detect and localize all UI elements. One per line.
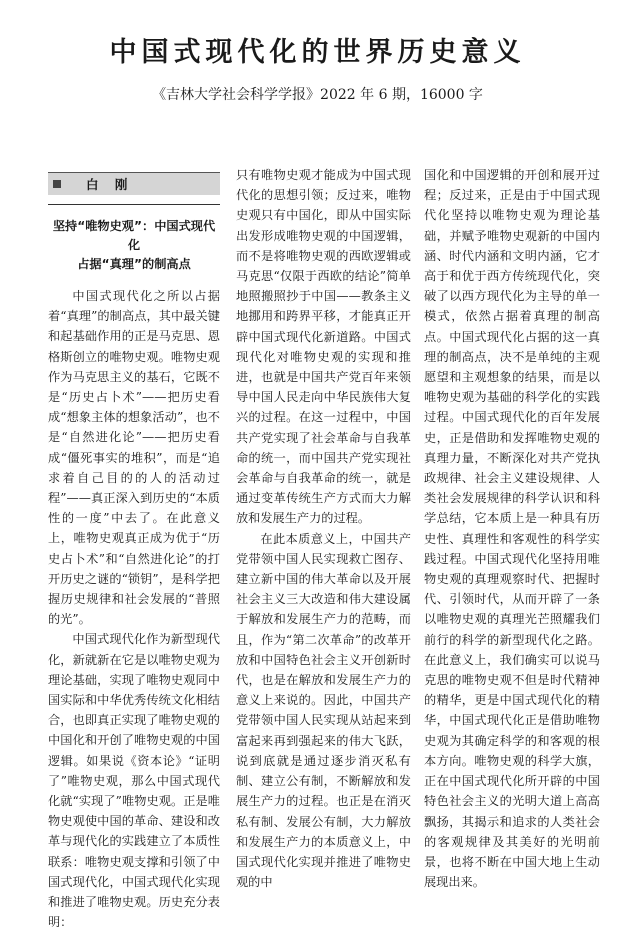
paragraph: 中国式现代化之所以占据着“真理”的制高点，其中最关键和起基础作用的正是马克思、恩格斯创立的唯物史观。唯物史观作为马克思主义的基石，它既不是“历史占卜术”——把历史看成“想象主体的想象活动”，也不是“自然进化论”——把历史看成“僵死事实的堆积”，而是“追求着自己目的的人的活动过程”——真正深入到历史的“本质性的一度”中去了。在此意义上，唯物史观真正成为优于“历史占卜术”和“自然进化论”的打开历史之谜的“锁钥”，是科学把握历史规律和社会发展的“普照的光”。 <box>48 289 220 627</box>
paragraph: 国化和中国逻辑的开创和展开过程；反过来，正是由于中国式现代化坚持以唯物史观为理论基础，并赋予唯物史观新的中国内涵、时代内涵和文明内涵，它才高于和优于西方传统现代化，突破了以西方现代化为主导的单一模式，依然占据着真理的制高点。中国式现代化占据的这一真理的制高点，决不是单纯的主观愿望和主观想象的结果，而是以唯物史观为基础的科学化的实践过程。中国式现代化的百年发展史，正是借助和发挥唯物史观的真理力量，不断深化对共产党执政规律、社会主义建设规律、人类社会发展规律的科学认识和科学总结，它本质上是一种具有历史性、真理性和客观性的科学实践过程。中国式现代化坚持用唯物史观的真理观察时代、把握时代、引领时代，从而开辟了一条以唯物史观的真理光芒照耀我们前行的科学的新型现代化之路。在此意义上，我们确实可以说马克思的唯物史观不但是时代精神的精华，更是中国式现代化的精华，中国式现代化正是借助唯物史观为其确定科学的和客观的根本方向。唯物史观的科学大旗，正在中国式现代化所开辟的中国特色社会主义的光明大道上高高飘扬，其揭示和追求的人类社会的客观规律及其美好的光明前景，也将不断在中国大地上生动展现出来。 <box>424 168 600 890</box>
section-heading <box>48 217 220 274</box>
section-heading-line-1: 坚持“唯物史观”：中国式现代化 <box>52 219 216 252</box>
column-2 <box>236 165 411 892</box>
paragraph: 中国式现代化作为新型现代化，新就新在它是以唯物史观为理论基础，实现了唯物史观同中国实际和中华优秀传统文化相结合，也即真正实现了唯物史观的中国化和开创了唯物史观的中国逻辑。如果说《资本论》“证明了”唯物史观，那么中国式现代化就“实现了”唯物史观。正是唯物史观使中国的革命、建设和改革与现代化的实践建立了本质性联系：唯物史观支撑和引领了中国式现代化，中国式现代化实现和推进了唯物史观。历史充分表明： <box>48 632 220 930</box>
section-heading-line-2: 占据“真理”的制高点 <box>77 257 191 271</box>
paragraph: 只有唯物史观才能成为中国式现代化的思想引领；反过来，唯物史观只有中国化，即从中国实际出发形成唯物史观的中国逻辑，而不是将唯物史观的西欧逻辑或马克思“仅限于西欧的结论”简单地照搬照抄于中国——教条主义地挪用和跨界平移，才能真正开辟中国式现代化新道路。中国式现代化对唯物史观的实现和推进，也就是中国共产党百年来领导中国人民走向中华民族伟大复兴的过程。在这一过程中，中国共产党实现了社会革命与自我革命的统一，而中国共产党实现社会革命与自我革命的统一，就是通过变革传统生产方式而大力解放和发展生产力的过程。 <box>236 168 411 526</box>
article-source: 《吉林大学社会科学学报》2022 年 6 期，16000 字 <box>152 87 483 103</box>
paragraph: 在此本质意义上，中国共产党带领中国人民实现救亡图存、建立新中国的伟大革命以及开展社会主义三大改造和伟大建设属于解放和发展生产力的范畴，而且，作为“第二次革命”的改革开放和中国特色社会主义开创新时代，也是在解放和发展生产力的意义上来说的。因此，中国共产党带领中国人民实现从站起来到富起来再到强起来的伟大飞跃，说到底就是通过逐步消灭私有制、建立公有制，不断解放和发展生产力的过程。也正是在消灭私有制、发展公有制，大力解放和发展生产力的本质意义上，中国式现代化实现并推进了唯物史观的中 <box>236 531 411 890</box>
divider <box>48 204 220 205</box>
author-bar <box>48 172 220 195</box>
square-bullet-icon <box>53 180 61 188</box>
author-name: 白 刚 <box>86 177 134 192</box>
column-1 <box>48 165 220 933</box>
column-3 <box>424 165 600 892</box>
article-title: 中国式现代化的世界历史意义 <box>109 37 526 68</box>
